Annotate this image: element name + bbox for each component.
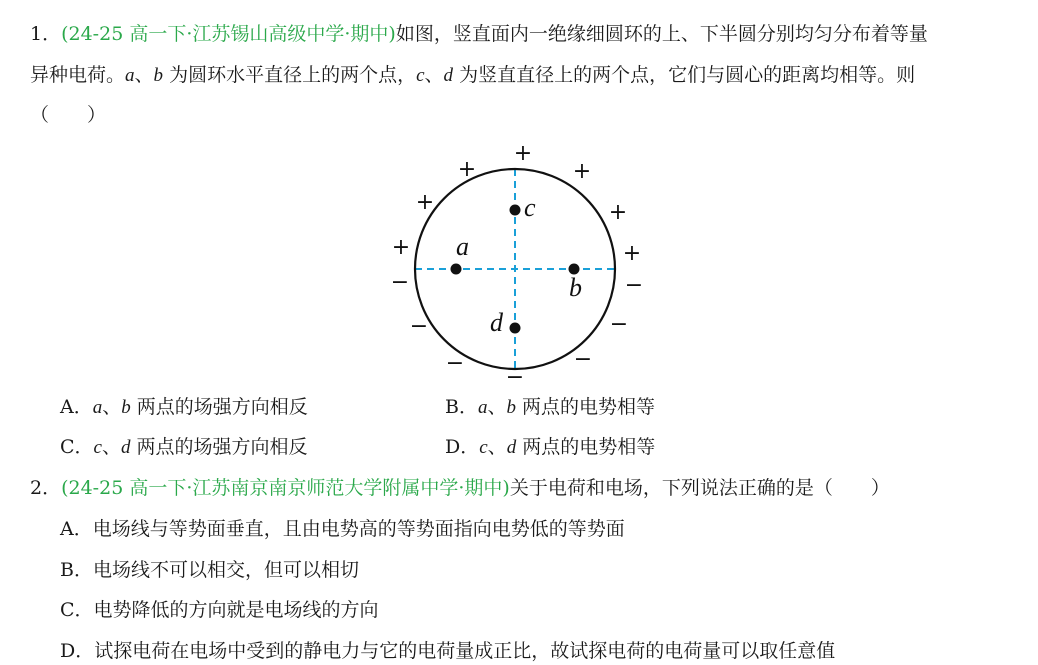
option-text: 两点的电势相等 xyxy=(515,396,656,418)
option-letter: A． xyxy=(60,396,93,418)
point-b-label: b xyxy=(569,273,582,302)
q2-option-d[interactable] xyxy=(60,642,835,661)
option-letter: C． xyxy=(60,599,94,621)
option-letter: B． xyxy=(445,396,478,418)
q1-option-c[interactable] xyxy=(60,438,308,457)
plus-sign: + xyxy=(608,200,628,225)
var-a: a xyxy=(477,397,488,418)
plus-sign: + xyxy=(457,157,477,182)
point-c xyxy=(510,205,521,216)
separator: 、 xyxy=(424,64,444,86)
var-a: a xyxy=(92,397,103,418)
q1-option-a[interactable] xyxy=(60,398,308,417)
q1-option-b[interactable] xyxy=(445,398,655,417)
q2-number: 2． xyxy=(30,477,62,499)
var-b: b xyxy=(153,65,164,86)
q2-option-b[interactable] xyxy=(60,561,359,580)
q1-answer-blank: （ ） xyxy=(30,104,107,126)
var-d: d xyxy=(443,65,454,86)
minus-sign: − xyxy=(573,347,593,372)
minus-sign: − xyxy=(609,312,629,337)
q2-option-a[interactable] xyxy=(60,520,625,539)
option-text: 电场线不可以相交，但可以相切 xyxy=(92,559,359,581)
q1-source: (24-25 高一下·江苏锡山高级中学·期中) xyxy=(61,23,396,45)
option-letter: D． xyxy=(60,640,95,662)
charged-ring-figure xyxy=(380,138,660,393)
plus-sign: + xyxy=(572,159,592,184)
q2-option-c[interactable] xyxy=(60,601,379,620)
separator: 、 xyxy=(102,396,122,418)
minus-sign: − xyxy=(390,270,410,295)
option-letter: D． xyxy=(445,436,480,458)
point-d-label: d xyxy=(490,308,503,337)
var-c: c xyxy=(416,65,425,86)
option-letter: C． xyxy=(60,436,94,458)
q1-number: 1． xyxy=(30,23,62,45)
point-a-label: a xyxy=(456,232,469,261)
separator: 、 xyxy=(101,436,121,458)
option-text: 两点的场强方向相反 xyxy=(130,396,308,418)
separator: 、 xyxy=(487,396,507,418)
point-c-label: c xyxy=(524,193,536,222)
q1-stem-text: 为竖直直径上的两个点，它们与圆心的距离均相等。则 xyxy=(453,64,916,86)
var-b: b xyxy=(506,397,516,418)
separator: 、 xyxy=(134,64,154,86)
option-text: 电场线与等势面垂直，且由电势高的等势面指向电势低的等势面 xyxy=(92,518,625,540)
q2-source: (24-25 高一下·江苏南京南京师范大学附属中学·期中) xyxy=(61,477,510,499)
var-b: b xyxy=(121,397,131,418)
point-d xyxy=(510,323,521,334)
point-a xyxy=(451,264,462,275)
var-d: d xyxy=(506,437,517,458)
var-d: d xyxy=(121,437,131,458)
minus-sign: − xyxy=(445,351,465,376)
separator: 、 xyxy=(487,436,507,458)
plus-sign: + xyxy=(391,235,411,260)
var-c: c xyxy=(479,437,488,458)
option-text: 试探电荷在电场中受到的静电力与它的电荷量成正比，故试探电荷的电荷量可以取任意值 xyxy=(94,640,836,662)
option-text: 两点的场强方向相反 xyxy=(130,436,308,458)
option-text: 两点的电势相等 xyxy=(516,436,656,458)
option-letter: B． xyxy=(60,559,93,581)
plus-sign: + xyxy=(415,190,435,215)
minus-sign: − xyxy=(409,314,429,339)
var-a: a xyxy=(125,65,135,86)
q1-option-d[interactable] xyxy=(445,438,655,457)
q1-stem-text: 异种电荷。 xyxy=(30,64,126,86)
q1-stem-text: 如图，竖直面内一绝缘细圆环的上、下半圆分别均匀分布着等量 xyxy=(395,23,928,45)
q1-stem-line-1 xyxy=(30,25,928,44)
option-text: 电势降低的方向就是电场线的方向 xyxy=(93,599,379,621)
var-c: c xyxy=(93,437,102,458)
q1-stem-line-2 xyxy=(30,66,915,85)
minus-sign: − xyxy=(505,365,525,390)
q2-stem-text: 关于电荷和电场，下列说法正确的是（ ） xyxy=(509,477,890,499)
option-letter: A． xyxy=(60,518,93,540)
minus-sign: − xyxy=(624,273,644,298)
plus-sign: + xyxy=(513,141,533,166)
q1-stem-text: 为圆环水平直径上的两个点， xyxy=(163,64,417,86)
q2-stem-line xyxy=(30,479,890,498)
plus-sign: + xyxy=(622,241,642,266)
